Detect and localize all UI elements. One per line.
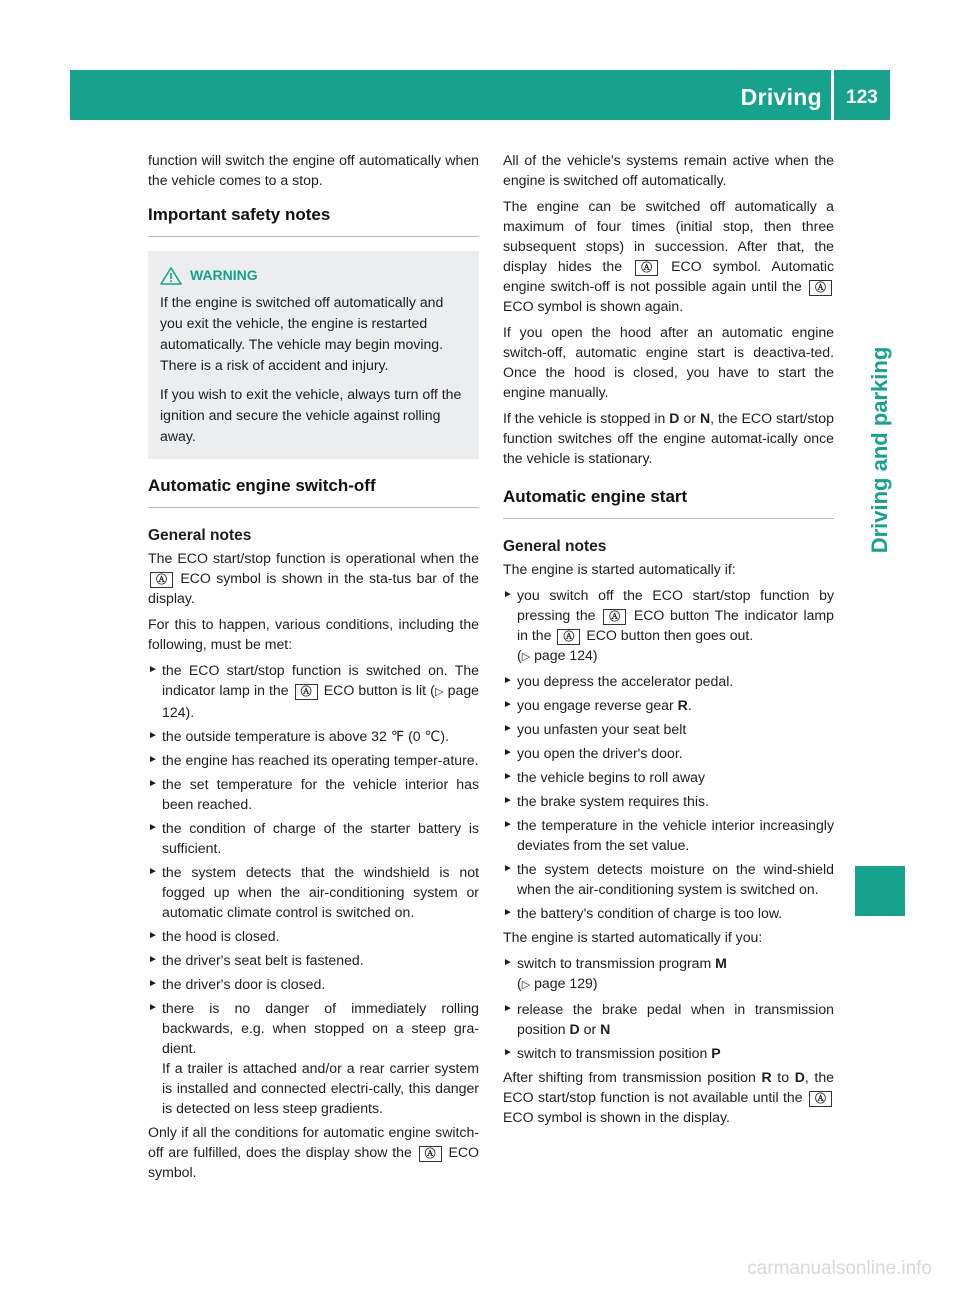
side-tab-block — [855, 866, 905, 916]
start-conditions-list — [503, 585, 834, 923]
list-item: ► the hood is closed. — [148, 928, 280, 944]
bullet-icon: ► — [148, 930, 158, 941]
eco-symbol-icon: Ⓐ — [809, 280, 832, 296]
list-item: ► the system detects moisture on the wind-shield when the air-conditioning system is switched on. — [503, 861, 834, 897]
eco-symbol-icon: Ⓐ — [809, 1091, 832, 1107]
list-item: ► you switch off the ECO start/stop function by pressing the Ⓐ ECO button The indicator lamp in the Ⓐ ECO button then goes out. (▷ page 124) — [503, 587, 834, 663]
list-item: ► the battery's condition of charge is too low. — [503, 905, 783, 921]
conditions-intro: For this to happen, various conditions, including the following, must be met: — [148, 616, 479, 652]
page-ref-link[interactable]: page 124). — [162, 682, 479, 720]
bullet-icon: ► — [503, 863, 513, 874]
list-item: ► the ECO start/stop function is switched on. The indicator lamp in the Ⓐ ECO button is lit (▷ page 124). — [148, 662, 479, 720]
trailer-note: If a trailer is attached and/or a rear carrier system is installed and connected electri-cally, this danger is detected on less steep gradients. — [162, 1060, 479, 1116]
bullet-icon: ► — [148, 1002, 158, 1013]
max-switchoff-paragraph: The engine can be switched off automatically a maximum of four times (initial stop, then three subsequent stops) in succession. After that, the display hides the Ⓐ ECO symbol. Automatic engine switch-off is not possible again until the Ⓐ ECO symbol is shown again. — [503, 198, 835, 314]
list-item: ► you unfasten your seat belt — [503, 721, 687, 737]
general-notes-heading: General notes — [503, 538, 607, 555]
intro-paragraph: function will switch the engine off automatically when the vehicle comes to a stop. — [148, 152, 479, 188]
safety-heading: Important safety notes — [148, 204, 479, 237]
warning-text-1: If the engine is switched off automatically and you exit the vehicle, the engine is restarted automatically. The vehicle may begin moving. There is a risk of accident and injury. — [160, 294, 444, 373]
list-item: ► the condition of charge of the starter battery is sufficient. — [148, 820, 479, 856]
list-item: ► the brake system requires this. — [503, 793, 709, 809]
switchoff-heading: Automatic engine switch-off — [148, 475, 479, 508]
page-ref-icon: ▷ — [521, 979, 531, 991]
page-number: 123 — [846, 87, 878, 108]
bullet-icon: ► — [503, 723, 513, 734]
list-item: ► the vehicle begins to roll away — [503, 769, 706, 785]
display-condition-paragraph: Only if all the conditions for automatic engine switch-off are fulfilled, does the display show the Ⓐ ECO symbol. — [148, 1124, 480, 1180]
list-item: ► release the brake pedal when in transmission position D or N — [503, 1001, 834, 1037]
bullet-icon: ► — [503, 747, 513, 758]
page-ref-icon: ▷ — [521, 651, 531, 663]
bullet-icon: ► — [148, 822, 158, 833]
bullet-icon: ► — [148, 730, 158, 741]
bullet-icon: ► — [148, 664, 158, 675]
side-tab-label: Driving and parking — [867, 346, 892, 554]
eco-symbol-icon: Ⓐ — [603, 609, 626, 625]
eco-symbol-icon: Ⓐ — [557, 629, 580, 645]
eco-symbol-icon: Ⓐ — [295, 684, 318, 700]
right-column — [503, 150, 834, 1133]
bullet-icon: ► — [503, 771, 513, 782]
warning-text-2: If you wish to exit the vehicle, always turn off the ignition and secure the vehicle against rolling away. — [160, 386, 462, 444]
section-title: Driving — [740, 84, 822, 110]
general-notes-heading: General notes — [148, 527, 252, 544]
page-ref-icon: ▷ — [434, 686, 444, 698]
after-shifting-paragraph: After shifting from transmission position R to D, the ECO start/stop function is not available until the Ⓐ ECO symbol is shown in the display. — [503, 1069, 835, 1125]
stopped-paragraph: If the vehicle is stopped in D or N, the ECO start/stop function switches off the engine automat-ically once the vehicle is stationary. — [503, 410, 834, 466]
bullet-icon: ► — [148, 978, 158, 989]
list-item: ► the set temperature for the vehicle interior has been reached. — [148, 776, 479, 812]
list-item: ► the engine has reached its operating temper-ature. — [148, 752, 479, 768]
bullet-icon: ► — [503, 907, 513, 918]
bullet-icon: ► — [148, 866, 158, 877]
bullet-icon: ► — [503, 699, 513, 710]
list-item: ► there is no danger of immediately rolling backwards, e.g. when stopped on a steep gra-dient. If a trailer is attached and/or a rear carrier system is installed and connected electri-cally, this danger is detected on less steep gradients. — [148, 1000, 479, 1116]
page-ref-link[interactable]: page 124) — [534, 647, 598, 663]
left-column — [148, 150, 479, 1188]
list-item: ► the system detects that the windshield is not fogged up when the air-conditioning system or automatic climate control is switched on. — [148, 864, 479, 920]
bullet-icon: ► — [503, 675, 513, 686]
watermark: carmanualsonline.info — [747, 1258, 932, 1279]
bullet-icon: ► — [503, 819, 513, 830]
list-item: ► switch to transmission program M (▷ page 129) — [503, 955, 727, 991]
systems-active-paragraph: All of the vehicle's systems remain active when the engine is switched off automatically. — [503, 152, 834, 188]
list-item: ► the driver's door is closed. — [148, 976, 326, 992]
bullet-icon: ► — [503, 1047, 513, 1058]
eco-operational-paragraph: The ECO start/stop function is operational when the Ⓐ ECO symbol is shown in the sta-tus bar of the display. — [148, 550, 479, 606]
list-item: ► the outside temperature is above 32 ℉ (0 ℃). — [148, 728, 449, 744]
warning-triangle-icon — [160, 267, 182, 285]
bullet-icon: ► — [503, 589, 513, 600]
bullet-icon: ► — [148, 754, 158, 765]
bullet-icon: ► — [503, 795, 513, 806]
list-item: ► the temperature in the vehicle interior increasingly deviates from the set value. — [503, 817, 834, 853]
page-ref-link[interactable]: page 129) — [534, 975, 598, 991]
start-intro: The engine is started automatically if: — [503, 561, 736, 577]
list-item: ► the driver's seat belt is fastened. — [148, 952, 364, 968]
start-actions-list — [503, 953, 834, 1063]
bullet-icon: ► — [503, 1003, 513, 1014]
warning-header — [160, 265, 467, 286]
list-item: ► switch to transmission position P — [503, 1045, 721, 1061]
bullet-icon: ► — [148, 778, 158, 789]
bullet-icon: ► — [503, 957, 513, 968]
warning-box — [148, 251, 479, 459]
warning-label: WARNING — [190, 267, 258, 283]
eco-symbol-icon: Ⓐ — [635, 260, 658, 276]
hood-paragraph: If you open the hood after an automatic engine switch-off, automatic engine start is deactiva-ted. Once the hood is closed, you have to start the engine manually. — [503, 324, 834, 400]
start-if-you-intro: The engine is started automatically if you: — [503, 929, 763, 945]
bullet-icon: ► — [148, 954, 158, 965]
list-item: ► you engage reverse gear R. — [503, 697, 692, 713]
list-item: ► you open the driver's door. — [503, 745, 683, 761]
eco-symbol-icon: Ⓐ — [419, 1146, 442, 1162]
list-item: ► you depress the accelerator pedal. — [503, 673, 734, 689]
eco-symbol-icon: Ⓐ — [150, 572, 173, 588]
conditions-list — [148, 660, 479, 1118]
engine-start-heading: Automatic engine start — [503, 486, 834, 519]
